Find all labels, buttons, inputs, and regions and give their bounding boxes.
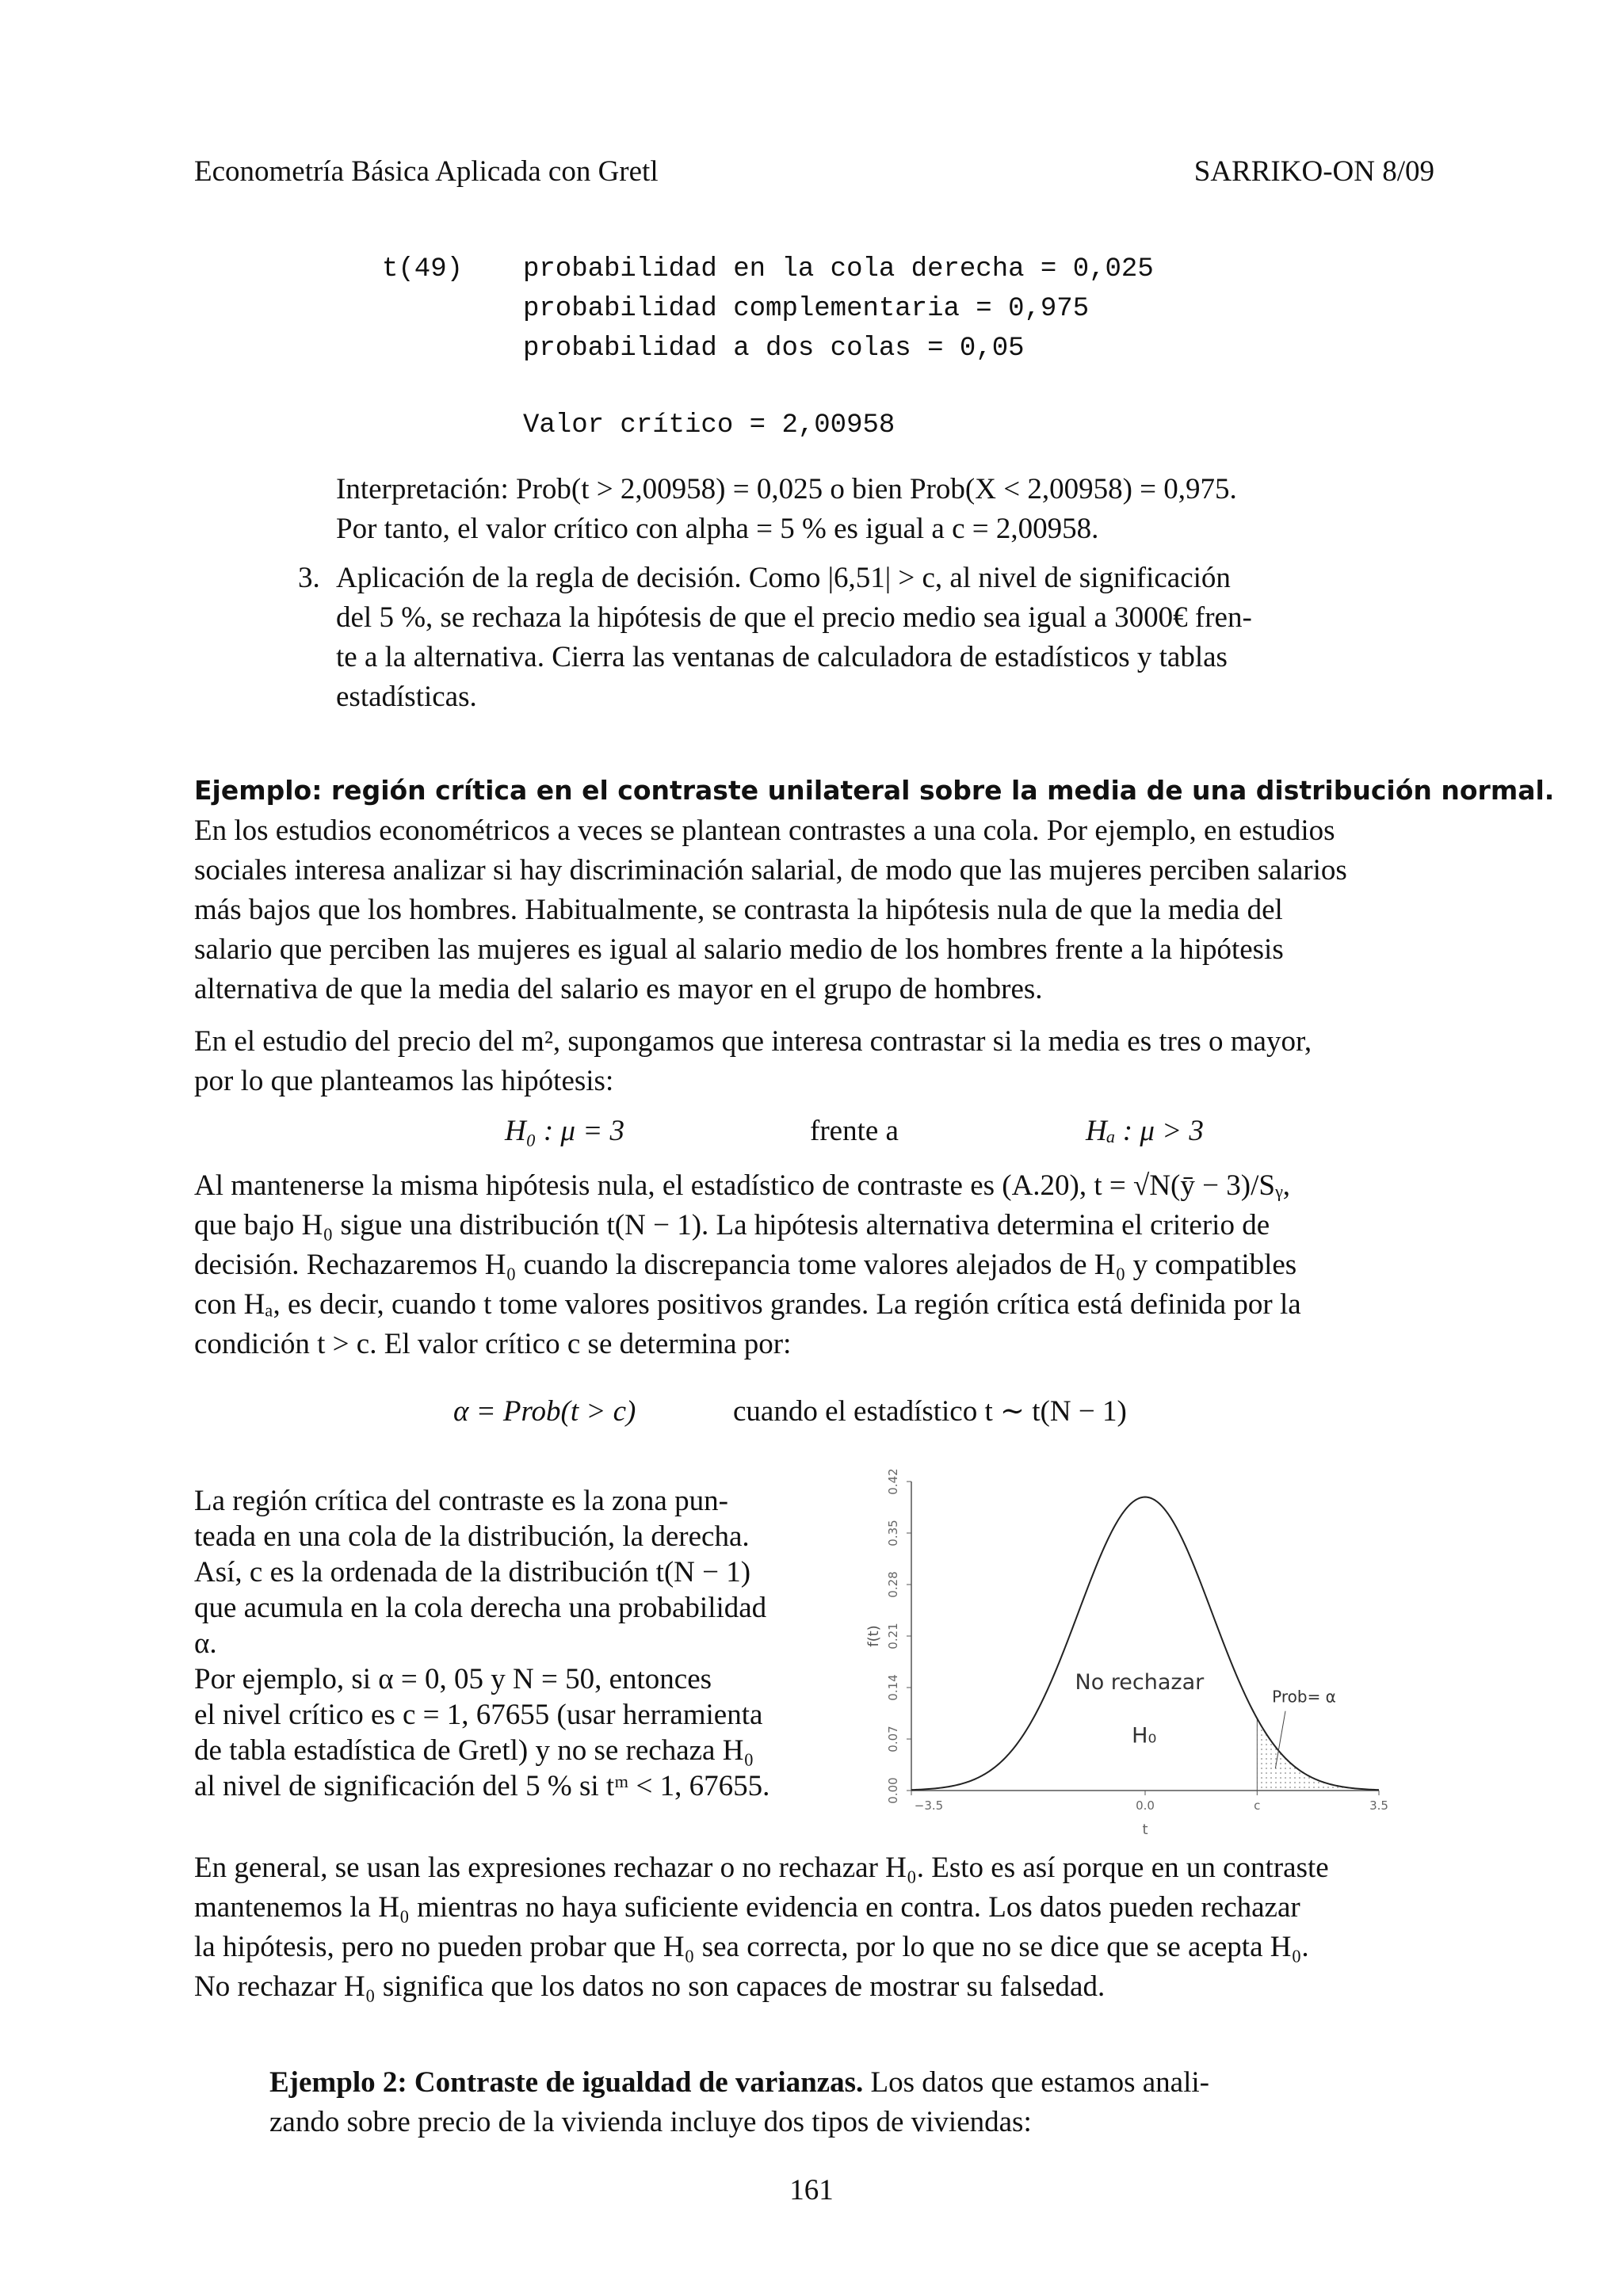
y-tick-label: 0.21 xyxy=(886,1623,900,1650)
equation-right: cuando el estadístico t ∼ t(N − 1) xyxy=(733,1395,1127,1428)
side-text-line: teada en una cola de la distribución, la derecha. xyxy=(194,1520,750,1553)
output-line: probabilidad a dos colas = 0,05 xyxy=(523,334,1025,364)
running-header-right: SARRIKO-ON 8/09 xyxy=(1193,155,1434,188)
list-number: 3. xyxy=(298,562,320,594)
example2-text: Los datos que estamos anali- xyxy=(863,2066,1209,2099)
h0-label: H₀ xyxy=(1132,1723,1157,1749)
side-text-line: de tabla estadística de Gretl) y no se rechaza H₀ xyxy=(194,1734,754,1767)
paragraph-line: En los estudios econométricos a veces se plantean contrastes a una cola. Por ejemplo, en estudios xyxy=(194,814,1335,847)
output-line: probabilidad complementaria = 0,975 xyxy=(523,294,1090,324)
paragraph-line: más bajos que los hombres. Habitualmente, se contrasta la hipótesis nula de que la media del xyxy=(194,894,1283,926)
x-axis-label: t xyxy=(1142,1821,1148,1838)
y-tick-label: 0.42 xyxy=(886,1468,900,1495)
paragraph-line: salario que perciben las mujeres es igual al salario medio de los hombres frente a la hipótesis xyxy=(194,933,1284,966)
y-tick-label: 0.00 xyxy=(886,1777,900,1804)
paragraph-line: mantenemos la H₀ mientras no haya suficiente evidencia en contra. Los datos pueden rechazar xyxy=(194,1891,1300,1924)
side-text-line: que acumula en la cola derecha una probabilidad xyxy=(194,1592,767,1624)
paragraph-line: sociales interesa analizar si hay discriminación salarial, de modo que las mujeres perciben salarios xyxy=(194,854,1347,887)
y-tick-label: 0.35 xyxy=(886,1520,900,1547)
y-tick-label: 0.28 xyxy=(886,1571,900,1598)
paragraph-line: En general, se usan las expresiones rechazar o no rechazar H₀. Esto es así porque en un contraste xyxy=(194,1852,1329,1884)
paragraph-line: la hipótesis, pero no pueden probar que H₀ sea correcta, por lo que no se dice que se acepta H₀. xyxy=(194,1931,1309,1963)
example2-title: Ejemplo 2: Contraste de igualdad de varianzas. xyxy=(269,2066,864,2099)
running-header-left: Econometría Básica Aplicada con Gretl xyxy=(194,155,659,188)
interpretation-line: Por tanto, el valor crítico con alpha = 5 % es igual a c = 2,00958. xyxy=(336,513,1099,545)
side-text-line: el nivel crítico es c = 1, 67655 (usar herramienta xyxy=(194,1699,763,1731)
x-tick-label: c xyxy=(1254,1798,1261,1813)
side-text-line: La región crítica del contraste es la zona pun- xyxy=(194,1485,728,1517)
hypothesis-connector: frente a xyxy=(810,1115,899,1147)
paragraph-line: En el estudio del precio del m², supongamos que interesa contrastar si la media es tres o mayor, xyxy=(194,1025,1312,1058)
step3-line: Aplicación de la regla de decisión. Como |6,51| > c, al nivel de significación xyxy=(336,562,1231,594)
x-tick-label: 3.5 xyxy=(1369,1798,1388,1813)
step3-line: del 5 %, se rechaza la hipótesis de que el precio medio sea igual a 3000€ fren- xyxy=(336,601,1252,634)
paragraph-line: con Hₐ, es decir, cuando t tome valores positivos grandes. La región crítica está definida por la xyxy=(194,1288,1301,1321)
step3-line: estadísticas. xyxy=(336,681,477,713)
side-text-line: α. xyxy=(194,1627,217,1660)
output-line: probabilidad en la cola derecha = 0,025 xyxy=(523,254,1154,284)
example2-line: zando sobre precio de la vivienda incluye dos tipos de viviendas: xyxy=(269,2106,1032,2138)
x-tick-label: 0.0 xyxy=(1136,1798,1155,1813)
y-tick-label: 0.14 xyxy=(886,1674,900,1701)
paragraph-line: Al mantenerse la misma hipótesis nula, el estadístico de contraste es (A.20), t = √N(ȳ − 3)/Sᵧ, xyxy=(194,1169,1290,1202)
critical-value-line: Valor crítico = 2,00958 xyxy=(523,410,896,441)
side-text-line: Así, c es la ordenada de la distribución t(N − 1) xyxy=(194,1556,751,1589)
alternative-hypothesis: Hₐ : μ > 3 xyxy=(1086,1115,1204,1147)
paragraph-line: No rechazar H₀ significa que los datos no son capaces de mostrar su falsedad. xyxy=(194,1970,1106,2003)
y-tick-label: 0.07 xyxy=(886,1726,900,1753)
paragraph-line: alternativa de que la media del salario es mayor en el grupo de hombres. xyxy=(194,973,1043,1005)
x-tick-label: −3.5 xyxy=(914,1798,944,1813)
side-text-line: Por ejemplo, si α = 0, 05 y N = 50, entonces xyxy=(194,1663,712,1695)
paragraph-line: condición t > c. El valor crítico c se determina por: xyxy=(194,1328,792,1360)
equation-left: α = Prob(t > c) xyxy=(453,1395,636,1428)
paragraph-line: por lo que planteamos las hipótesis: xyxy=(194,1065,614,1097)
prob-alpha-label: Prob= α xyxy=(1272,1687,1336,1707)
example-title: Ejemplo: región crítica en el contraste unilateral sobre la media de una distribución normal. xyxy=(194,775,1555,806)
no-reject-label: No rechazar xyxy=(1075,1670,1205,1695)
y-axis-label: f(t) xyxy=(865,1625,882,1647)
distribution-label: t(49) xyxy=(382,254,464,284)
interpretation-line: Interpretación: Prob(t > 2,00958) = 0,025 o bien Prob(X < 2,00958) = 0,975. xyxy=(336,473,1237,505)
side-text-line: al nivel de significación del 5 % si tᵐ < 1, 67655. xyxy=(194,1770,770,1802)
example2-line xyxy=(269,2063,1209,2103)
paragraph-line: decisión. Rechazaremos H₀ cuando la discrepancia tome valores alejados de H₀ y compatibles xyxy=(194,1249,1297,1281)
page-number: 161 xyxy=(789,2174,834,2206)
t-distribution-chart xyxy=(856,1458,1411,1846)
paragraph-line: que bajo H₀ sigue una distribución t(N − 1). La hipótesis alternativa determina el criterio de xyxy=(194,1209,1270,1241)
step3-line: te a la alternativa. Cierra las ventanas de calculadora de estadísticos y tablas xyxy=(336,641,1228,673)
null-hypothesis: H₀ : μ = 3 xyxy=(505,1115,624,1147)
